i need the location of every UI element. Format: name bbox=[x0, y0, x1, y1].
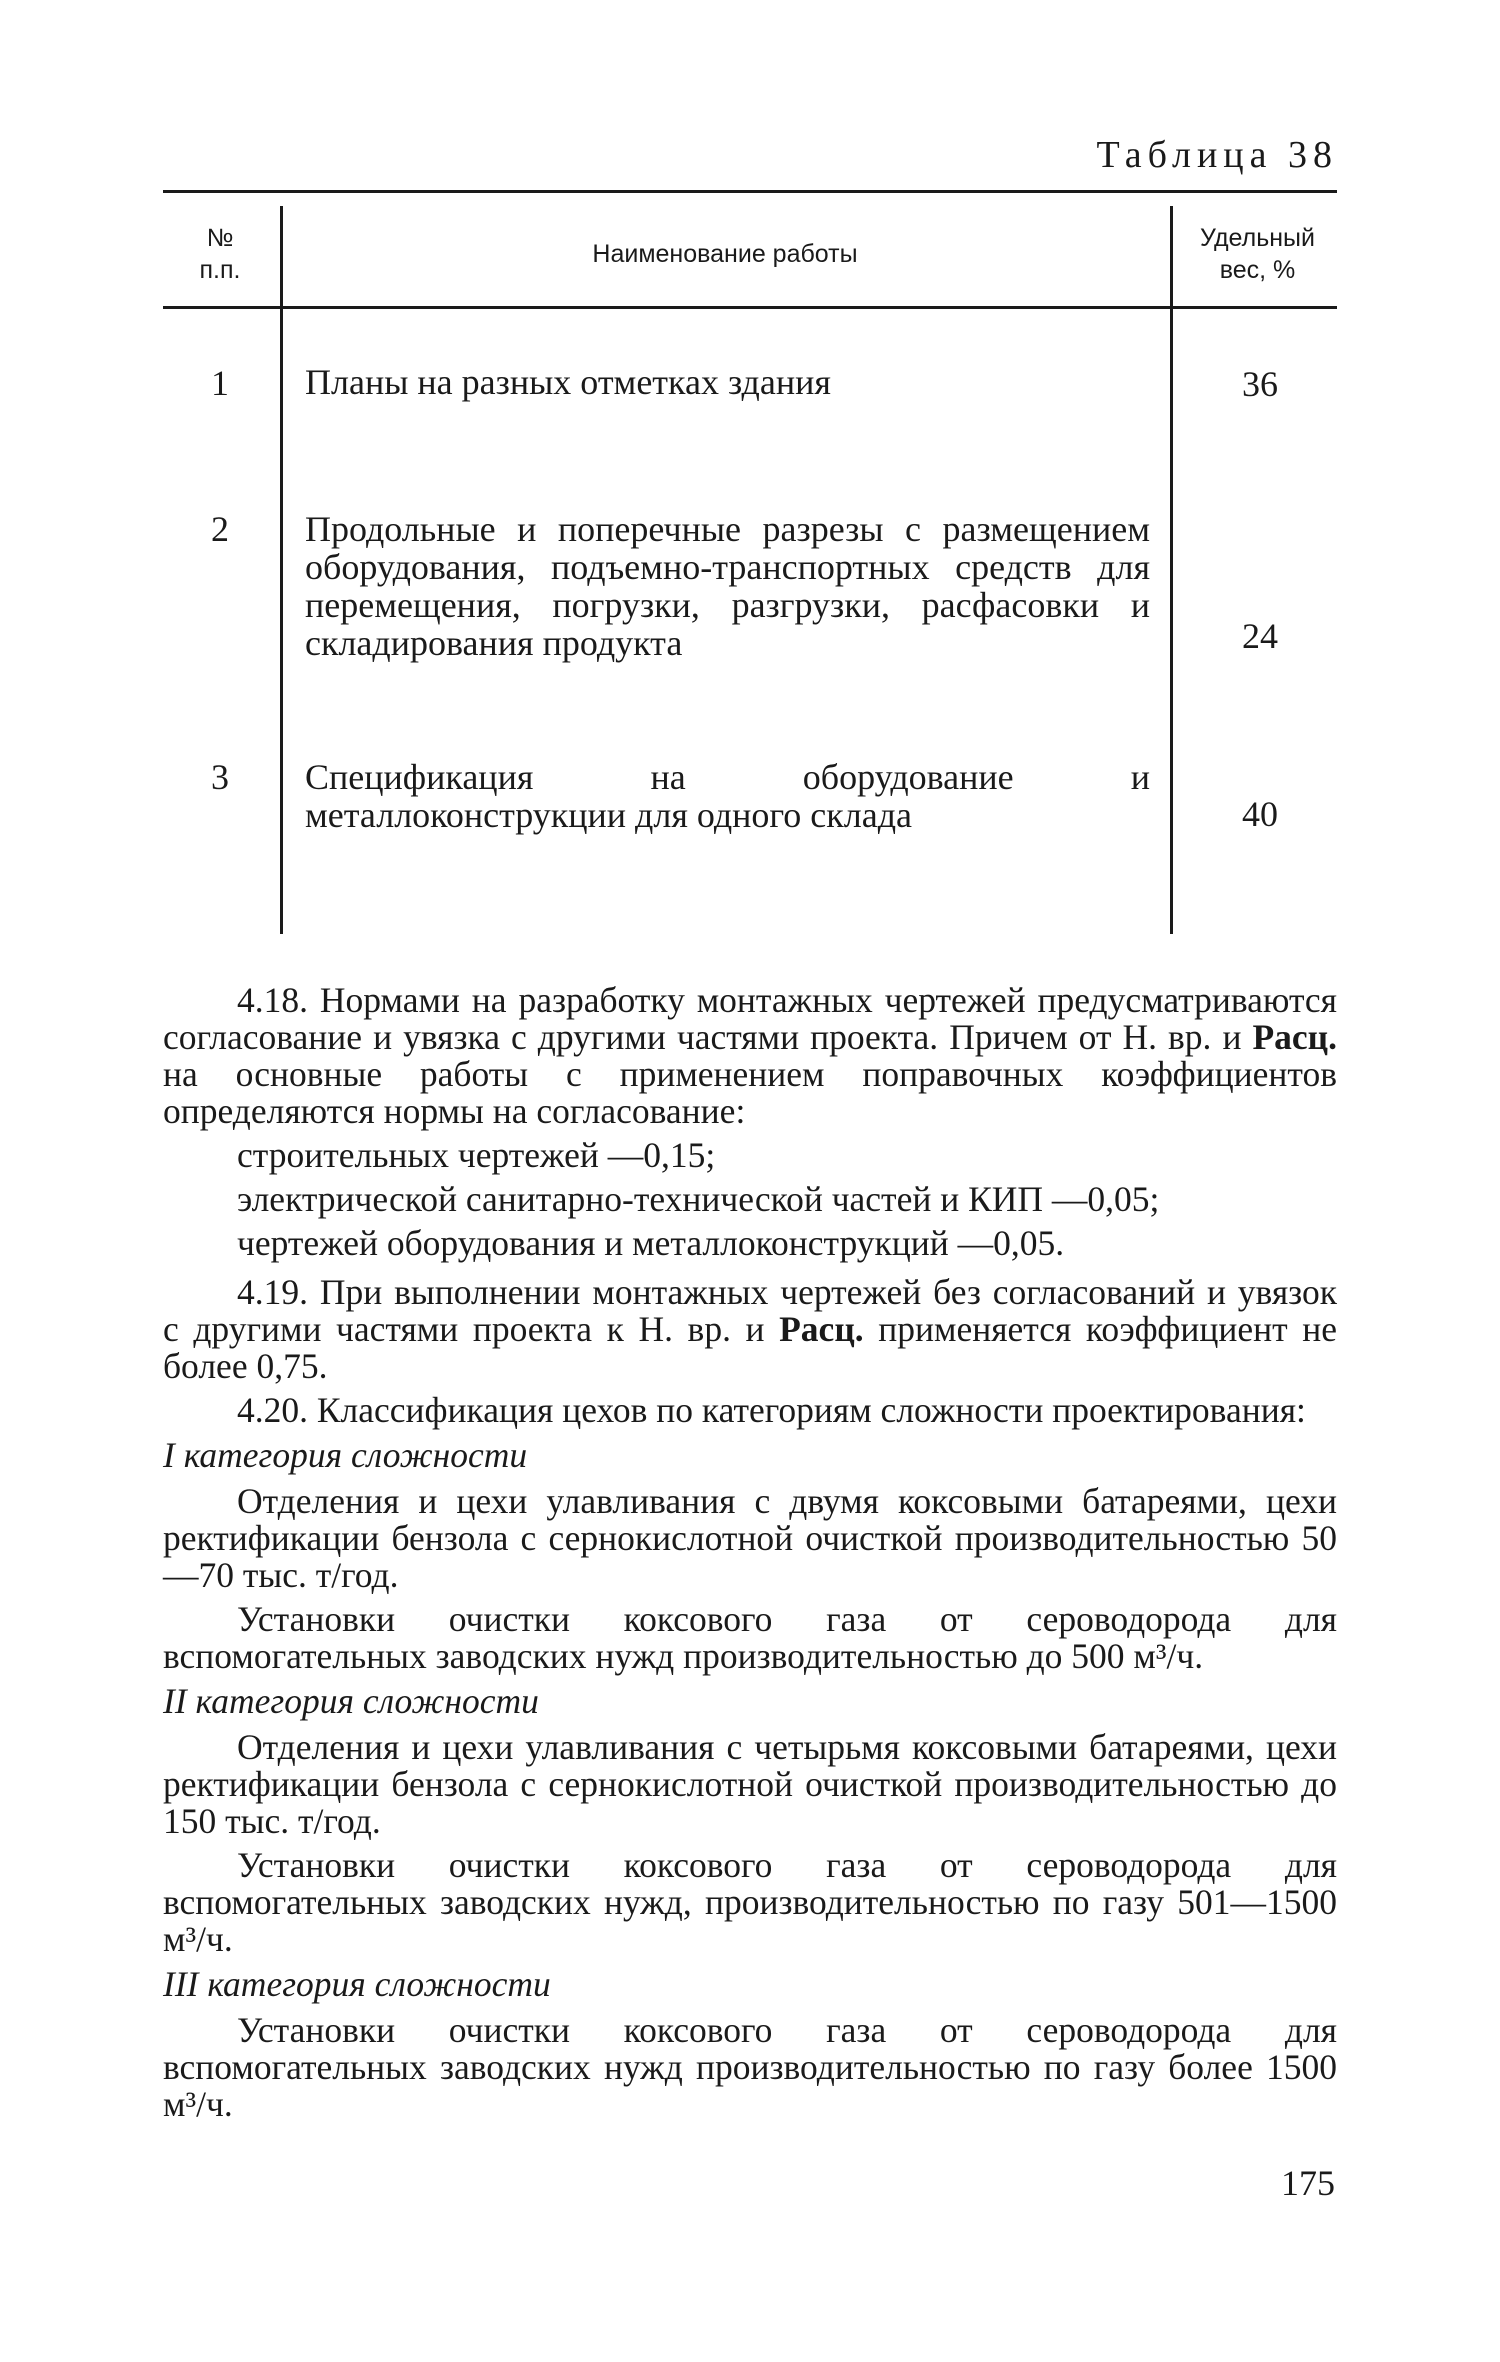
header-weight bbox=[1180, 222, 1335, 286]
category-3-paragraph: Установки очистки коксового газа от сероводорода для вспомогательных заводских нужд производительностью по газу более 1500 м³/ч. bbox=[163, 2010, 1337, 2124]
header-weight-line1: Удельный bbox=[1200, 224, 1315, 252]
table-caption: Таблица 38 bbox=[1096, 134, 1338, 176]
category-1-paragraph: Отделения и цехи улавливания с двумя коксовыми батареями, цехи ректификации бензола с сернокислотной очисткой производительностью 50—70 тыс. т/год. bbox=[163, 1481, 1337, 1595]
row-2-num: 2 bbox=[211, 509, 229, 549]
category-1-paragraph: Установки очистки коксового газа от сероводорода для вспомогательных заводских нужд производительностью до 500 м³/ч. bbox=[163, 1599, 1337, 1676]
list-item: строительных чертежей —0,15; bbox=[237, 1135, 716, 1175]
table-top-rule bbox=[163, 190, 1337, 193]
list-item: чертежей оборудования и металлоконструкций —0,05. bbox=[237, 1223, 1065, 1263]
row-2-name: Продольные и поперечные разрезы с размещением оборудования, подъемно-транспортных средств для перемещения, погрузки, разгрузки, расфасовки и складирования продукта bbox=[305, 509, 1150, 663]
header-num bbox=[170, 222, 270, 286]
header-weight-line2: вес, % bbox=[1219, 256, 1296, 284]
table-col-divider-2 bbox=[1170, 206, 1173, 934]
paragraph-number: 4.18. bbox=[237, 980, 308, 1020]
table-header-rule bbox=[163, 306, 1337, 309]
category-2-paragraph: Отделения и цехи улавливания с четырьмя коксовыми батареями, цехи ректификации бензола с сернокислотной очисткой производительностью до 150 тыс. т/год. bbox=[163, 1727, 1337, 1841]
row-1-name: Планы на разных отметках здания bbox=[305, 362, 831, 402]
category-1-heading: I категория сложности bbox=[163, 1435, 528, 1475]
row-2-weight: 24 bbox=[1242, 616, 1278, 656]
list-item: электрической санитарно-технической частей и КИП —0,05; bbox=[237, 1179, 1160, 1219]
category-2-paragraph: Установки очистки коксового газа от сероводорода для вспомогательных заводских нужд, производительностью по газу 501—1500 м³/ч. bbox=[163, 1845, 1337, 1959]
header-name: Наименование работы bbox=[592, 240, 858, 268]
row-3-name: Спецификация на оборудование и металлоконструкции для одного склада bbox=[305, 757, 1150, 835]
row-3-num: 3 bbox=[211, 757, 229, 797]
header-num-line1: № bbox=[206, 224, 234, 252]
table-col-divider-1 bbox=[280, 206, 283, 934]
row-1-weight: 36 bbox=[1242, 364, 1278, 404]
page-number: 175 bbox=[1281, 2163, 1335, 2203]
row-1-num: 1 bbox=[211, 363, 229, 403]
category-3-heading: III категория сложности bbox=[163, 1964, 551, 2004]
category-2-heading: II категория сложности bbox=[163, 1681, 539, 1721]
paragraph-4-19: 4.19. При выполнении монтажных чертежей без согласований и увязок с другими частями проекта к Н. вр. и Расц. применяется коэффициент не более 0,75. bbox=[163, 1272, 1337, 1386]
body-text bbox=[163, 982, 1337, 2130]
paragraph-number: 4.19. bbox=[237, 1272, 308, 1312]
row-3-weight: 40 bbox=[1242, 794, 1278, 834]
paragraph-4-18: 4.18. Нормами на разработку монтажных чертежей предусматриваются согласование и увязка с другими частями проекта. Причем от Н. вр. и Расц. на основные работы с применением поправочных коэффициентов определяются нормы на согласование: bbox=[163, 980, 1337, 1131]
header-num-line2: п.п. bbox=[199, 256, 241, 284]
paragraph-4-20: 4.20. Классификация цехов по категориям сложности проектирования: bbox=[237, 1390, 1306, 1430]
paragraph-number: 4.20. bbox=[237, 1390, 308, 1430]
